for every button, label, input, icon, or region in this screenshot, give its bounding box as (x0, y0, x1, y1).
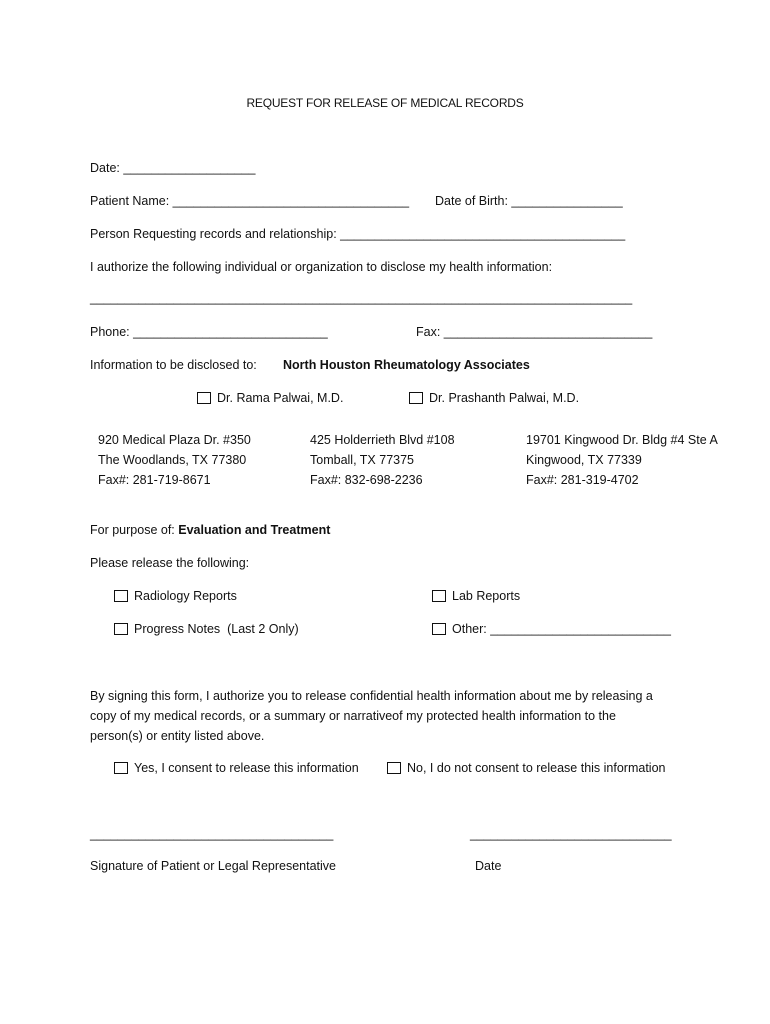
authorize-text: I authorize the following individual or organization to disclose my health information: (90, 260, 553, 274)
practice-name: North Houston Rheumatology Associates (283, 358, 530, 372)
city-line: The Woodlands, TX 77380 (98, 453, 247, 467)
address-line: 425 Holderrieth Blvd #108 (310, 433, 455, 447)
fax-number: Fax#: 281-319-4702 (526, 473, 639, 487)
option-label: Radiology Reports (134, 589, 237, 603)
checkbox[interactable] (409, 392, 423, 404)
person-requesting-field[interactable]: Person Requesting records and relationship: _________________________________________ (90, 227, 626, 241)
paragraph-line: By signing this form, I authorize you to release confidential health information about me by releasing a (90, 689, 653, 703)
recipient-field[interactable]: ______________________________________________________________________________ (90, 291, 633, 305)
checkbox[interactable] (387, 762, 401, 774)
signature-label: Signature of Patient or Legal Representative (90, 859, 336, 873)
release-option-other[interactable] (432, 621, 671, 637)
release-label: Please release the following: (90, 556, 250, 570)
release-option-progress[interactable] (114, 621, 299, 637)
date-field[interactable]: Date: ___________________ (90, 161, 256, 175)
signature-date-field[interactable]: _____________________________ (470, 827, 672, 841)
city-line: Tomball, TX 77375 (310, 453, 414, 467)
city-line: Kingwood, TX 77339 (526, 453, 642, 467)
fax-number: Fax#: 281-719-8671 (98, 473, 211, 487)
date-of-birth-field[interactable]: Date of Birth: ________________ (435, 194, 623, 208)
signature-field[interactable]: ___________________________________ (90, 827, 334, 841)
paragraph-line: copy of my medical records, or a summary or narrativeof my protected health information to the (90, 709, 616, 723)
purpose-label: For purpose of: (90, 523, 175, 537)
address-line: 920 Medical Plaza Dr. #350 (98, 433, 251, 447)
release-option-lab[interactable] (432, 588, 520, 604)
doctor-label: Dr. Rama Palwai, M.D. (217, 391, 344, 405)
checkbox[interactable] (432, 623, 446, 635)
checkbox[interactable] (114, 623, 128, 635)
option-label: Lab Reports (452, 589, 521, 603)
checkbox[interactable] (114, 590, 128, 602)
location-woodlands (98, 430, 251, 490)
checkbox[interactable] (197, 392, 211, 404)
purpose-value: Evaluation and Treatment (178, 523, 331, 537)
consent-no-label: No, I do not consent to release this information (407, 761, 666, 775)
release-option-radiology[interactable] (114, 588, 237, 604)
option-label: Progress Notes (Last 2 Only) (134, 622, 299, 636)
fax-number: Fax#: 832-698-2236 (310, 473, 423, 487)
date-label: Date (475, 859, 502, 873)
page-title: REQUEST FOR RELEASE OF MEDICAL RECORDS (246, 96, 524, 110)
address-line: 19701 Kingwood Dr. Bldg #4 Ste A (526, 433, 718, 447)
doctor-label: Dr. Prashanth Palwai, M.D. (429, 391, 580, 405)
checkbox[interactable] (114, 762, 128, 774)
location-kingwood (526, 430, 718, 490)
consent-yes-option[interactable] (114, 760, 359, 776)
consent-no-option[interactable] (387, 760, 665, 776)
option-label: Other: __________________________ (452, 622, 671, 636)
disclose-label: Information to be disclosed to: (90, 358, 257, 372)
fax-field[interactable]: Fax: ______________________________ (416, 325, 653, 339)
phone-field[interactable]: Phone: ____________________________ (90, 325, 328, 339)
doctor-option-rama[interactable] (197, 390, 343, 406)
location-tomball (310, 430, 455, 490)
signing-paragraph (90, 686, 653, 746)
doctor-option-prashanth[interactable] (409, 390, 579, 406)
paragraph-line: person(s) or entity listed above. (90, 729, 265, 743)
consent-yes-label: Yes, I consent to release this information (134, 761, 359, 775)
patient-name-field[interactable]: Patient Name: __________________________________ (90, 194, 410, 208)
checkbox[interactable] (432, 590, 446, 602)
purpose-row (90, 522, 330, 538)
